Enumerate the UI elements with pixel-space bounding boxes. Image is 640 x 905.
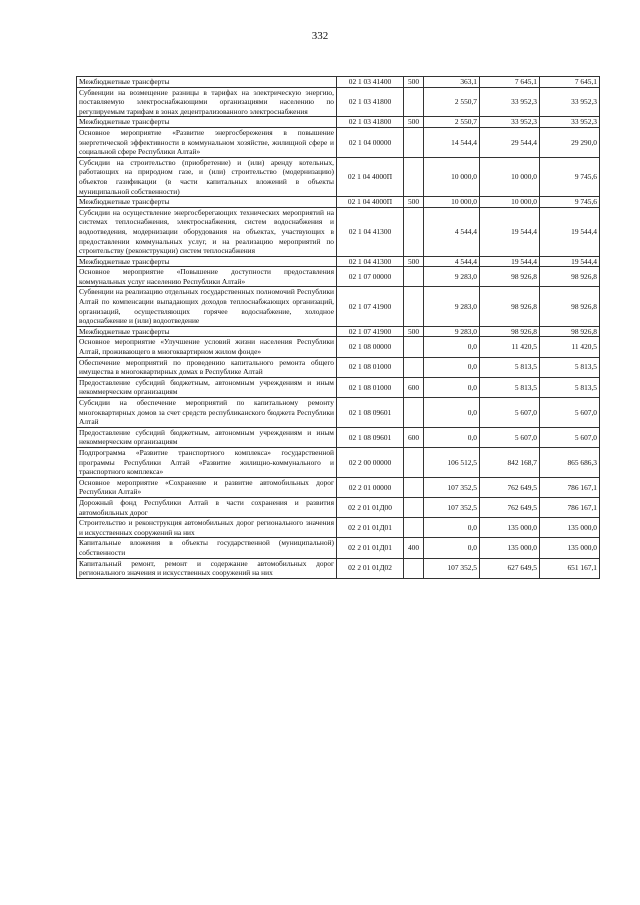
target-code: 02 1 04 00000 [337,127,404,157]
amount-1: 107 352,5 [424,497,480,517]
amount-1: 14 544,4 [424,127,480,157]
table-row [77,538,600,558]
amount-1: 363,1 [424,77,480,88]
expense-type-code [404,398,424,428]
target-code: 02 1 04 41300 [337,207,404,256]
expense-type-code: 500 [404,326,424,337]
amount-3: 19 544,4 [540,256,600,267]
amount-2: 7 645,1 [480,77,540,88]
amount-1: 10 000,0 [424,157,480,196]
expense-type-code [404,518,424,538]
target-code: 02 1 04 41300 [337,256,404,267]
amount-1: 0,0 [424,398,480,428]
target-code: 02 2 01 00000 [337,477,404,497]
amount-1: 10 000,0 [424,197,480,208]
target-code: 02 2 01 01Д01 [337,518,404,538]
amount-1: 106 512,5 [424,447,480,477]
expense-type-code [404,267,424,287]
table-row [77,427,600,447]
target-code: 02 1 03 41800 [337,87,404,117]
expense-type-code [404,477,424,497]
target-code: 02 1 07 41900 [337,326,404,337]
amount-1: 9 283,0 [424,326,480,337]
row-name: Основное мероприятие «Повышение доступности предоставления коммунальных услуг населению Республики Алтай» [77,267,337,287]
expense-type-code [404,287,424,326]
expense-type-code [404,207,424,256]
amount-2: 842 168,7 [480,447,540,477]
expense-type-code [404,87,424,117]
amount-3: 135 000,0 [540,518,600,538]
row-name: Межбюджетные трансферты [77,77,337,88]
table-row [77,377,600,397]
row-name: Основное мероприятие «Сохранение и развитие автомобильных дорог Республики Алтай» [77,477,337,497]
row-name: Капитальные вложения в объекты государственной (муниципальной) собственности [77,538,337,558]
table-row [77,447,600,477]
table-row [77,267,600,287]
row-name: Межбюджетные трансферты [77,117,337,128]
table-row [77,337,600,357]
target-code: 02 1 03 41800 [337,117,404,128]
amount-3: 9 745,6 [540,197,600,208]
expense-type-code [404,497,424,517]
amount-2: 135 000,0 [480,518,540,538]
amount-3: 9 745,6 [540,157,600,196]
amount-2: 33 952,3 [480,87,540,117]
target-code: 02 2 00 00000 [337,447,404,477]
expense-type-code: 500 [404,117,424,128]
expense-type-code: 600 [404,427,424,447]
target-code: 02 1 07 41900 [337,287,404,326]
row-name: Предоставление субсидий бюджетным, автономным учреждениям и иным некоммерческим организациям [77,377,337,397]
amount-3: 98 926,8 [540,287,600,326]
table-row [77,157,600,196]
amount-2: 5 607,0 [480,427,540,447]
table-row [77,87,600,117]
amount-3: 98 926,8 [540,326,600,337]
table-row [77,357,600,377]
table-row [77,77,600,88]
table-row [77,326,600,337]
amount-2: 762 649,5 [480,497,540,517]
expense-type-code [404,157,424,196]
amount-2: 19 544,4 [480,207,540,256]
expense-type-code [404,337,424,357]
target-code: 02 1 07 00000 [337,267,404,287]
expense-type-code: 500 [404,197,424,208]
amount-1: 4 544,4 [424,256,480,267]
table-row [77,127,600,157]
table-row [77,558,600,578]
amount-3: 11 420,5 [540,337,600,357]
row-name: Основное мероприятие «Развитие энергосбережения в повышение энергетической эффективности в коммунальном хозяйстве, жилищной сфере и социальной сфере Республики Алтай» [77,127,337,157]
table-row [77,518,600,538]
amount-2: 762 649,5 [480,477,540,497]
amount-2: 10 000,0 [480,157,540,196]
row-name: Межбюджетные трансферты [77,197,337,208]
amount-3: 135 000,0 [540,538,600,558]
row-name: Дорожный фонд Республики Алтай в части сохранения и развития автомобильных дорог [77,497,337,517]
amount-1: 2 550,7 [424,87,480,117]
amount-1: 107 352,5 [424,558,480,578]
amount-3: 5 813,5 [540,377,600,397]
row-name: Строительство и реконструкция автомобильных дорог регионального значения и искусственных сооружений на них [77,518,337,538]
amount-3: 786 167,1 [540,497,600,517]
table-row [77,398,600,428]
amount-2: 33 952,3 [480,117,540,128]
target-code: 02 1 08 09601 [337,427,404,447]
amount-1: 0,0 [424,538,480,558]
expense-type-code: 600 [404,377,424,397]
row-name: Подпрограмма «Развитие транспортного комплекса» государственной программы Республики Алтай «Развитие жилищно-коммунального и транспортного комплекса» [77,447,337,477]
amount-2: 11 420,5 [480,337,540,357]
table-row [77,287,600,326]
target-code: 02 2 01 01Д01 [337,538,404,558]
amount-2: 5 813,5 [480,357,540,377]
target-code: 02 1 08 01000 [337,377,404,397]
target-code: 02 1 08 00000 [337,337,404,357]
amount-2: 98 926,8 [480,326,540,337]
expense-type-code: 500 [404,256,424,267]
amount-2: 5 813,5 [480,377,540,397]
row-name: Капитальный ремонт, ремонт и содержание автомобильных дорог регионального значения и искусственных сооружений на них [77,558,337,578]
amount-2: 5 607,0 [480,398,540,428]
amount-3: 651 167,1 [540,558,600,578]
amount-2: 10 000,0 [480,197,540,208]
expense-type-code: 500 [404,77,424,88]
table-row [77,256,600,267]
target-code: 02 1 08 01000 [337,357,404,377]
target-code: 02 1 04 4000П [337,157,404,196]
target-code: 02 1 03 41400 [337,77,404,88]
expense-type-code [404,127,424,157]
row-name: Субсидии на осуществление энергосберегающих технических мероприятий на системах теплоснабжения, электроснабжения, систем водоснабжения и водоотведения, модернизации оборудования на объектах, участвующих в предоставлении коммунальных услуг, и на реализацию мероприятий по строительству (реконструкции) систем теплоснабжения [77,207,337,256]
amount-3: 5 813,5 [540,357,600,377]
amount-1: 9 283,0 [424,267,480,287]
row-name: Субвенции на возмещение разницы в тарифах на электрическую энергию, поставляемую электроснабжающими организациями населению по регулируемым тарифам в зонах децентрализованного электроснабжения [77,87,337,117]
amount-1: 0,0 [424,337,480,357]
amount-3: 865 686,3 [540,447,600,477]
amount-3: 98 926,8 [540,267,600,287]
row-name: Субвенции на реализацию отдельных государственных полномочий Республики Алтай по компенсации выпадающих доходов теплоснабжающих организаций, организаций, осуществляющих горячее водоснабжение, холодное водоснабжение и (или) водоотведение [77,287,337,326]
amount-2: 135 000,0 [480,538,540,558]
amount-3: 19 544,4 [540,207,600,256]
amount-2: 19 544,4 [480,256,540,267]
amount-1: 107 352,5 [424,477,480,497]
table-row [77,497,600,517]
amount-1: 0,0 [424,357,480,377]
amount-1: 0,0 [424,518,480,538]
amount-1: 0,0 [424,427,480,447]
amount-3: 5 607,0 [540,398,600,428]
amount-3: 7 645,1 [540,77,600,88]
amount-3: 29 290,0 [540,127,600,157]
expense-type-code: 400 [404,538,424,558]
amount-3: 33 952,3 [540,87,600,117]
row-name: Субсидии на обеспечение мероприятий по капитальному ремонту многоквартирных домов за счет средств республиканского бюджета Республики Алтай [77,398,337,428]
amount-2: 98 926,8 [480,287,540,326]
expense-type-code [404,447,424,477]
amount-3: 33 952,3 [540,117,600,128]
table-row [77,197,600,208]
row-name: Межбюджетные трансферты [77,256,337,267]
table-row [77,117,600,128]
amount-3: 786 167,1 [540,477,600,497]
expense-type-code [404,357,424,377]
amount-3: 5 607,0 [540,427,600,447]
expense-type-code [404,558,424,578]
amount-1: 0,0 [424,377,480,397]
table-row [77,207,600,256]
amount-2: 29 544,4 [480,127,540,157]
amount-1: 2 550,7 [424,117,480,128]
target-code: 02 2 01 01Д02 [337,558,404,578]
row-name: Обеспечение мероприятий по проведению капитального ремонта общего имущества в многоквартирных домах в Республике Алтай [77,357,337,377]
row-name: Основное мероприятие «Улучшение условий жизни населения Республики Алтай, проживающего в многоквартирном жилом фонде» [77,337,337,357]
amount-2: 98 926,8 [480,267,540,287]
page-number: 332 [311,30,329,42]
row-name: Предоставление субсидий бюджетным, автономным учреждениям и иным некоммерческим организациям [77,427,337,447]
amount-2: 627 649,5 [480,558,540,578]
amount-1: 4 544,4 [424,207,480,256]
target-code: 02 1 04 4000П [337,197,404,208]
target-code: 02 2 01 01Д00 [337,497,404,517]
amount-1: 9 283,0 [424,287,480,326]
row-name: Субсидии на строительство (приобретение) и (или) аренду котельных, работающих на природном газе, и (или) строительство (модернизацию) объектов газификации (в части капитальных вложений в объекты муниципальной собственности) [77,157,337,196]
row-name: Межбюджетные трансферты [77,326,337,337]
table-row [77,477,600,497]
target-code: 02 1 08 09601 [337,398,404,428]
budget-table [76,76,600,579]
